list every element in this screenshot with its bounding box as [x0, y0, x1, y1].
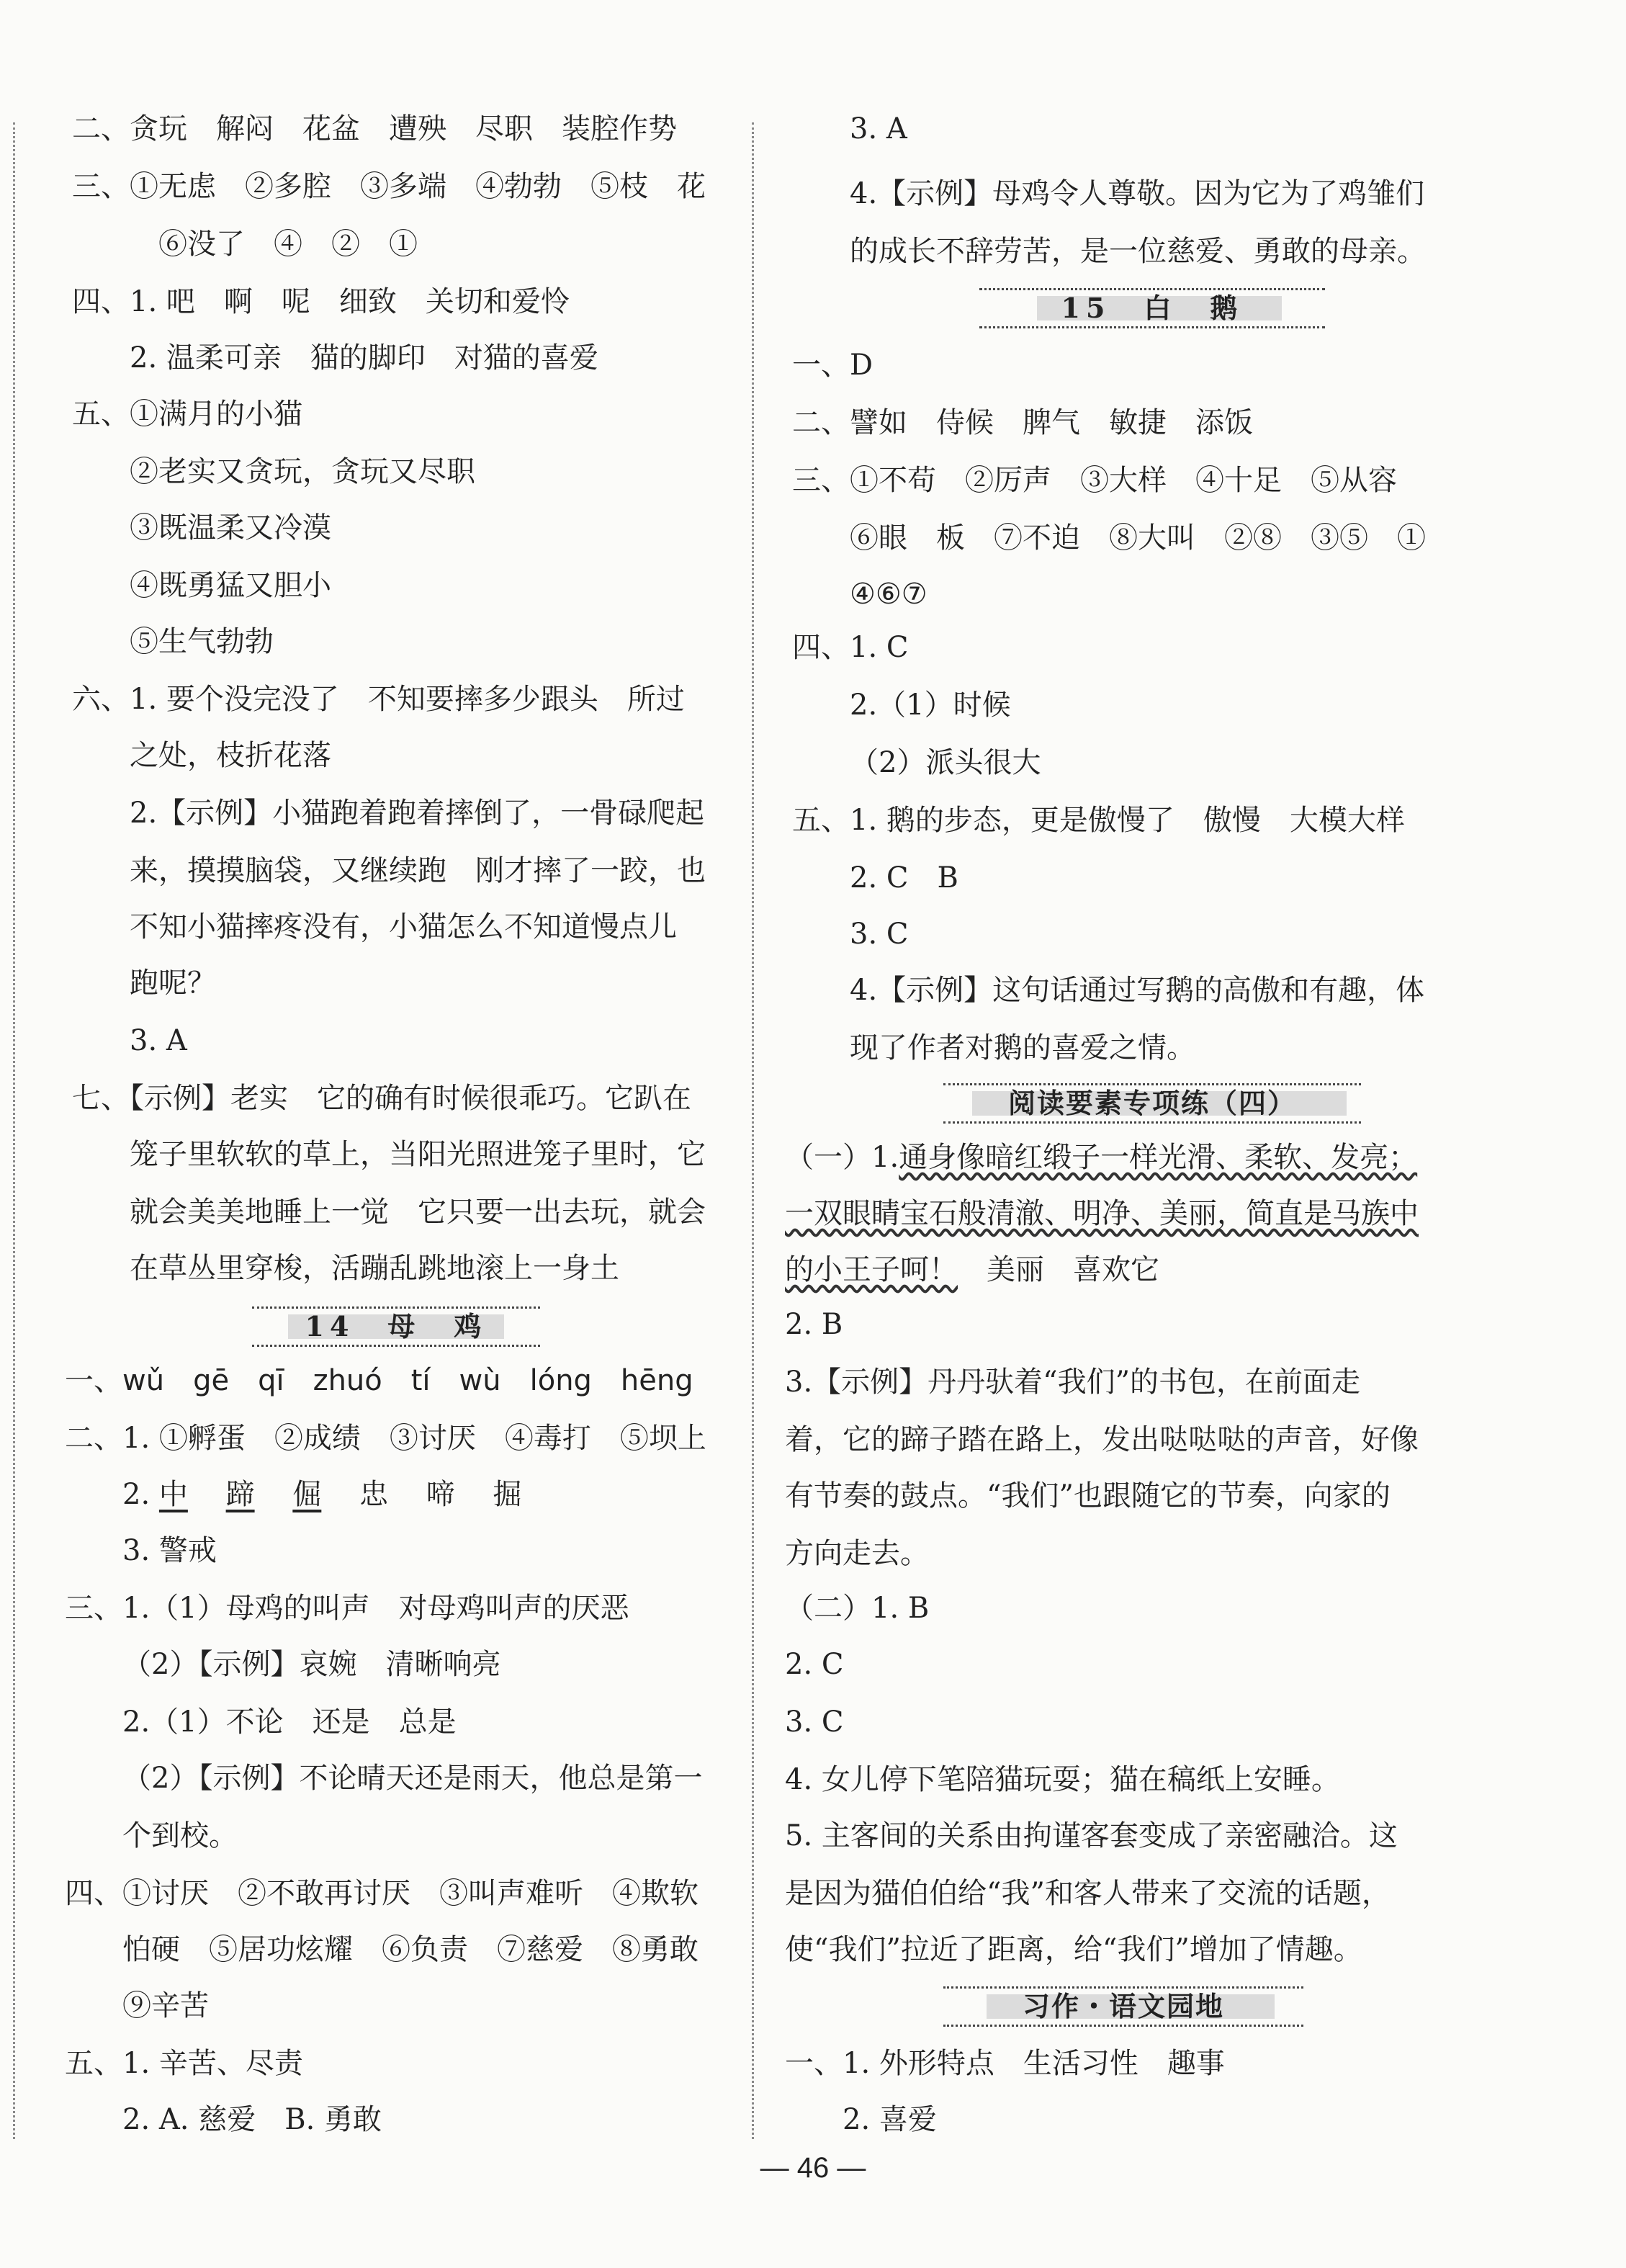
wavy-underlined-text: 的小王子呵！: [785, 1253, 958, 1286]
answer-line: 笼子里软软的草上，当阳光照进笼子里时，它: [130, 1138, 706, 1171]
char: 忠: [359, 1478, 389, 1511]
answer-line: 5. 主客间的关系由拘谨客套变成了亲密融洽。这: [785, 1819, 1398, 1852]
answer-line: 之处，枝折花落: [130, 739, 331, 772]
answer-line: （2）派头很大: [850, 746, 1041, 779]
answer-line: 3. A: [130, 1024, 187, 1057]
answer-line: 六、1. 要个没完没了 不知要摔多少跟头 所过: [72, 683, 685, 716]
answer-line: 三、①不苟 ②厉声 ③大样 ④十足 ⑤从容: [792, 464, 1397, 497]
answer-label: （一）1.: [785, 1141, 899, 1174]
underlined-char: 中: [158, 1478, 188, 1511]
answer-line: 三、①无虑 ②多腔 ③多端 ④勃勃 ⑤枝 花: [72, 170, 706, 203]
section-heading-text: 15 白 鹅: [1061, 292, 1244, 324]
answer-line: 4.【示例】这句话通过写鹅的高傲和有趣，体: [850, 974, 1425, 1007]
answer-line: 七、【示例】老实 它的确有时候很乖巧。它趴在: [72, 1082, 691, 1115]
answer-line: [785, 1249, 1159, 1291]
answer-line: 五、1. 辛苦、尽责: [65, 2047, 303, 2080]
answer-line: ⑤生气勃勃: [130, 625, 274, 658]
answer-line: 的成长不辞劳苦，是一位慈爱、勇敢的母亲。: [850, 235, 1426, 268]
answer-line: 2.【示例】小猫跑着跑着摔倒了，一骨碌爬起: [130, 797, 705, 830]
section-heading-15: [979, 288, 1325, 328]
answer-line: [785, 1193, 1419, 1234]
answer-line: ⑥没了 ④ ② ①: [158, 228, 418, 261]
underlined-char: 倔: [292, 1478, 322, 1511]
answer-line: 3. C: [785, 1706, 844, 1739]
answer-line: 五、1. 鹅的步态，更是傲慢了 傲慢 大模大样: [792, 804, 1405, 837]
answer-line: 在草丛里穿梭，活蹦乱跳地滚上一身土: [130, 1252, 619, 1285]
answer-line: 个到校。: [122, 1819, 238, 1852]
answer-line: 着，它的蹄子踏在路上，发出哒哒哒的声音，好像: [785, 1423, 1419, 1456]
section-heading-reading: [943, 1083, 1361, 1124]
answer-line: 不知小猫摔疼没有，小猫怎么不知道慢点儿: [130, 910, 677, 943]
answer-line: 有节奏的鼓点。“我们”也跟随它的节奏，向家的: [785, 1479, 1391, 1512]
answer-line: （2）【示例】哀婉 清晰响亮: [122, 1648, 501, 1681]
answer-line: 怕硬 ⑤居功炫耀 ⑥负责 ⑦慈爱 ⑧勇敢: [122, 1933, 699, 1966]
answer-line: 2.（1）不论 还是 总是: [122, 1706, 457, 1739]
answer-line: 4.【示例】母鸡令人尊敬。因为它为了鸡雏们: [850, 177, 1425, 210]
section-heading-text: 14 母 鸡: [305, 1310, 488, 1343]
answer-line: 来，摸摸脑袋，又继续跑 刚才摔了一跤，也: [130, 854, 706, 887]
answer-line: ②老实又贪玩，贪玩又尽职: [130, 455, 475, 488]
answer-line: ③既温柔又冷漠: [130, 511, 331, 544]
answer-line: 2. A. 慈爱 B. 勇敢: [122, 2103, 382, 2136]
answer-line: 是因为猫伯伯给“我”和客人带来了交流的话题，: [785, 1877, 1391, 1910]
answer-line: 2. B: [785, 1308, 843, 1341]
answer-line: （2）【示例】不论晴天还是雨天，他总是第一: [122, 1762, 703, 1795]
answer-line: 一、wǔ gē qī zhuó tí wù lóng hēng: [65, 1364, 693, 1397]
answer-line: 现了作者对鹅的喜爱之情。: [850, 1031, 1195, 1064]
char: 啼: [426, 1478, 455, 1511]
answer-line: 就会美美地睡上一觉 它只要一出去玩，就会: [130, 1196, 706, 1229]
answer-line: 2. C B: [850, 861, 958, 895]
answer-line: 二、譬如 侍候 脾气 敏捷 添饭: [792, 406, 1253, 439]
answer-line: 一、1. 外形特点 生活习性 趣事: [785, 2047, 1225, 2080]
answer-line: 2.（1）时候: [850, 689, 1011, 722]
section-heading-text: 阅读要素专项练（四）: [1007, 1087, 1296, 1119]
answer-line: 3.【示例】丹丹驮着“我们”的书包，在前面走: [785, 1366, 1361, 1399]
answer-label: 2.: [122, 1478, 151, 1511]
answer-line: 跑呢？: [130, 967, 216, 1000]
answer-line: 一、D: [792, 349, 873, 382]
answer-line: 3. 警戒: [122, 1534, 217, 1567]
answer-line: 使“我们”拉近了距离，给“我们”增加了情趣。: [785, 1933, 1362, 1966]
answer-line: （二）1. B: [785, 1592, 930, 1625]
answer-line: 方向走去。: [785, 1537, 929, 1570]
answer-line: ④⑥⑦: [850, 578, 927, 611]
wavy-underlined-text: 通身像暗红缎子一样光滑、柔软、发亮；: [899, 1141, 1418, 1174]
section-heading-14: [252, 1306, 540, 1347]
answer-line: 二、1. ①孵蛋 ②成绩 ③讨厌 ④毒打 ⑤坝上: [65, 1422, 706, 1455]
answer-line: 二、贪玩 解闷 花盆 遭殃 尽职 装腔作势: [72, 112, 677, 145]
answer-line: 2. 喜爱: [843, 2103, 937, 2136]
answer-line: 四、1. C: [792, 631, 909, 664]
answer-line: 三、1.（1）母鸡的叫声 对母鸡叫声的厌恶: [65, 1592, 629, 1625]
answer-line: [122, 1474, 521, 1515]
answer-line: 四、1. 吧 啊 呢 细致 关切和爱怜: [72, 285, 570, 318]
answer-line: 3. C: [850, 918, 909, 951]
answer-line: 3. A: [850, 112, 907, 145]
answer-line: ⑥眼 板 ⑦不迫 ⑧大叫 ②⑧ ③⑤ ①: [850, 521, 1426, 555]
column-divider-left: [13, 122, 15, 2139]
answer-line: 4. 女儿停下笔陪猫玩耍；猫在稿纸上安睡。: [785, 1763, 1340, 1796]
answer-line: ⑨辛苦: [122, 1989, 209, 2022]
answer-line: 四、①讨厌 ②不敢再讨厌 ③叫声难听 ④欺软: [65, 1877, 699, 1910]
page-number: — 46 —: [760, 2152, 866, 2184]
answer-line: ④既勇猛又胆小: [130, 569, 331, 602]
underlined-char: 蹄: [225, 1478, 255, 1511]
section-heading-text: 习作・语文园地: [1022, 1990, 1224, 2022]
answer-line: 2. C: [785, 1648, 844, 1681]
answer-text: 美丽 喜欢它: [958, 1253, 1159, 1286]
char: 掘: [493, 1478, 522, 1511]
column-divider-center: [752, 122, 754, 2139]
section-heading-writing: [943, 1986, 1303, 2027]
answer-line: 五、①满月的小猫: [72, 398, 302, 431]
answer-line: 2. 温柔可亲 猫的脚印 对猫的喜爱: [130, 341, 598, 375]
wavy-underlined-text: 一双眼睛宝石般清澈、明净、美丽，简直是马族中: [785, 1197, 1419, 1230]
answer-line: [785, 1137, 1417, 1178]
